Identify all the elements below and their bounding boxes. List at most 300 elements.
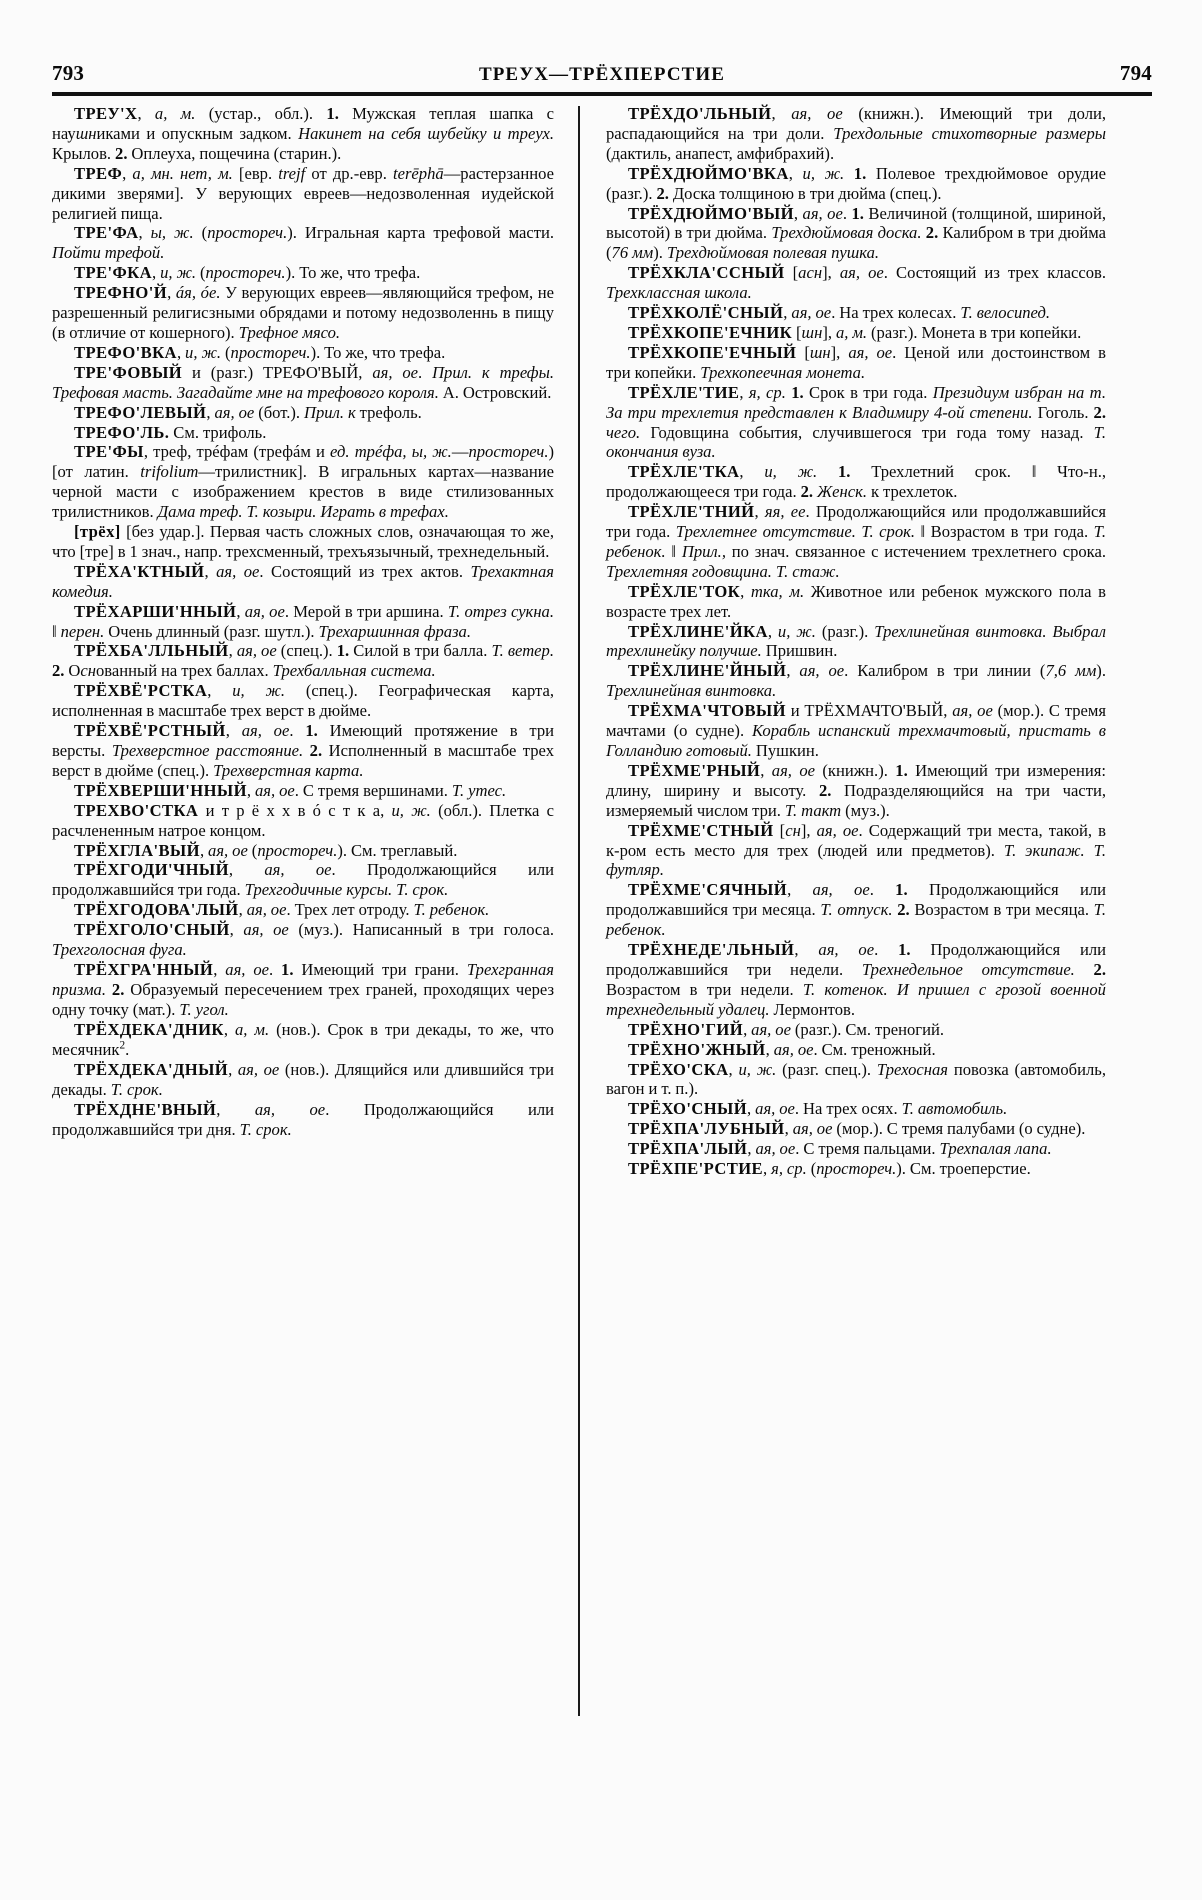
entry-example: Т. ребенок. <box>606 522 1106 561</box>
entry-example: простореч. <box>257 840 338 860</box>
entry-example: и, ж. <box>738 1059 777 1079</box>
entry-example: Президиум избран на т. <box>932 382 1106 402</box>
entry-headword: ТРЕ'ФЫ <box>74 442 144 462</box>
entry-example: Трехдюймовая доска. <box>771 223 922 243</box>
entry-example: Т. стаж. <box>775 561 840 581</box>
entry-example: ая, ое <box>237 1060 280 1080</box>
entry-example: яя, ее <box>764 502 806 522</box>
entry-example: и, ж. <box>764 462 818 482</box>
entry-definition: , ая, ое. Состоящий из трех актов. Трехактная комедия. <box>52 561 554 601</box>
entry-example: мясо. <box>302 322 341 342</box>
entry-example: Выбрал трехлинейку получше. <box>606 621 1106 661</box>
entry-example: чего. <box>606 422 641 442</box>
entry-example: ая, ое <box>755 1099 795 1119</box>
dictionary-entry <box>606 502 1106 582</box>
dictionary-entry <box>606 343 1106 383</box>
entry-headword: ТРЁХБА'ЛЛЬНЫЙ <box>74 641 229 661</box>
entry-headword: ТРЕФО'ЛЕВЫЙ <box>74 402 207 422</box>
entry-headword: ТРЁХГРА'ННЫЙ <box>74 959 214 979</box>
sense-number: 1. <box>887 760 916 780</box>
entry-headword: ТРЁХЛЕ'ТИЕ <box>628 382 740 402</box>
entry-definition: , ая, ое. Продолжающийся или продолжавшийся три дня. Т. срок. <box>52 1099 554 1139</box>
entry-example: ая, ое <box>792 1119 833 1139</box>
entry-example: За три трехлетия представлен к Владимиру 4-ой степени. <box>606 402 1033 422</box>
dictionary-entry <box>52 920 554 960</box>
entry-headword: ТРЁХМЕ'СЯЧНЫЙ <box>628 880 788 900</box>
entry-example: а, м. <box>835 322 868 342</box>
entry-example: Пойти трефой. <box>52 243 165 263</box>
entry-example: и, ж. <box>391 800 431 820</box>
entry-headword: ТРЁХЛЕ'ТНИЙ <box>628 502 755 522</box>
entry-example: Трехлетнее отсутствие. <box>675 522 856 542</box>
entry-definition: , и, ж. (разг.). Трехлинейная винтовка. Выбрал трехлинейку получше. Пришвин. <box>606 621 1106 661</box>
entry-headword: ТРЁХАРШИ'ННЫЙ <box>74 601 237 621</box>
entry-example: Т. ветер. <box>491 641 554 661</box>
dictionary-entry <box>52 960 554 1020</box>
entry-example: ая, ое <box>802 203 843 223</box>
dictionary-entry <box>52 423 554 443</box>
dictionary-entry <box>606 1159 1106 1179</box>
sense-number: 2. <box>892 900 915 920</box>
dictionary-entry <box>52 442 554 522</box>
entry-example: и, ж. <box>802 163 845 183</box>
dictionary-entry <box>606 1119 1106 1139</box>
entry-headword: ТРЁХЛИНЕ'ЙКА <box>628 621 768 641</box>
dictionary-entry <box>606 940 1106 1020</box>
entry-example: Трехверстная карта. <box>213 760 364 780</box>
entry-headword: ТРЕФ <box>74 163 123 183</box>
entry-example: ая, ое <box>812 880 870 900</box>
entry-example: Трехдольные стихотворные размеры <box>833 123 1106 143</box>
entry-example: ая, ое <box>255 780 295 800</box>
entry-headword: ТРЁХВЕРШИ'ННЫЙ <box>74 780 247 800</box>
sense-number: 2. <box>796 482 817 502</box>
entry-example: Играть в трефах. <box>320 502 449 522</box>
entry-example: Трехдюймовая полевая пушка. <box>666 243 880 263</box>
entry-example: Трехосная <box>876 1059 949 1079</box>
entry-headword: ТРЕФО'ВКА <box>74 342 177 362</box>
sense-number: 2. <box>106 979 131 999</box>
entry-example: ая, ое <box>244 601 285 621</box>
entry-definition: , я, ср. (простореч.). См. троеперстие. <box>763 1159 1031 1179</box>
entry-definition: , и, ж. 1. Трехлетний срок. ‖ Что-н., продолжающееся три года. 2. Женск. к трехлеток. <box>606 462 1107 502</box>
entry-example: и, ж. <box>777 621 816 641</box>
page-columns <box>52 104 1152 1844</box>
entry-example: шн <box>75 123 97 143</box>
dictionary-entry <box>52 681 554 721</box>
entry-definition: и т р ё х х в ó с т к а, и, ж. (обл.). Плетка с расчлененным натрое концом. <box>52 800 554 840</box>
dictionary-entry <box>52 363 554 403</box>
entry-definition: и ТРЁХМАЧТО'ВЫЙ, ая, ое (мор.). С тремя мачтами (о судне). Корабль испанский трехмачтовый, пристать в Голландию готовый. Пушкин. <box>606 701 1106 760</box>
folio-right: 794 <box>1119 61 1152 85</box>
entry-headword: ТРЁХДО'ЛЬНЫЙ <box>628 104 772 123</box>
entry-headword: ТРЕ'ФОВЫЙ <box>74 362 183 382</box>
entry-example: Трехверстное расстояние. <box>111 741 304 760</box>
entry-headword: ТРЁХЛЕ'ТКА <box>628 462 740 482</box>
entry-example: Т. ребенок. <box>606 900 1106 940</box>
sense-number: 1. <box>332 641 354 661</box>
entry-example: Т. утес. <box>451 780 507 800</box>
entry-definition: , ая, ое. Калибром в три линии (7,6 мм). Трехлинейная винтовка. <box>606 661 1106 701</box>
entry-example: Т. окончания вуза. <box>606 422 1106 462</box>
entry-example: сн <box>80 661 96 681</box>
dictionary-entry <box>52 841 554 861</box>
sense-number: 2. <box>652 183 673 203</box>
entry-example: Трехнедельное отсутствие. <box>861 959 1075 979</box>
entry-definition: , треф, трéфам (трефáм и ед. трéфа, ы, ж.—простореч.) [от латин. trifolium—трилистник]. В игральных картах—название черной масти с изображением крестов в виде стилизованных трилистников. Дама треф. Т. козыри. Играть в трефах. <box>52 442 555 522</box>
sense-number: 1. <box>878 940 931 960</box>
header-rule <box>52 92 1152 96</box>
entry-definition: , ая, ое. С тремя вершинами. Т. утес. <box>246 780 507 800</box>
dictionary-entry <box>606 761 1106 821</box>
entry-headword: ТРЁХГОЛО'СНЫЙ <box>74 920 230 940</box>
entry-example: Т. срок. <box>110 1079 163 1099</box>
entry-example: простореч. <box>205 263 286 283</box>
page-header <box>52 52 1152 86</box>
entry-example: trifolium <box>140 462 199 482</box>
entry-headword: ТРЁХГЛА'ВЫЙ <box>74 840 200 860</box>
running-head: ТРЕУХ—ТРЁХПЕРСТИЕ <box>478 64 726 85</box>
entry-example: Прил. к <box>304 402 356 422</box>
dictionary-entry <box>606 1139 1106 1159</box>
entry-example: Т. срок. <box>861 522 916 542</box>
entry-example: Т. угол. <box>179 999 229 1019</box>
entry-example: ая, ое <box>791 104 843 123</box>
entry-headword: ТРЁХНО'ГИЙ <box>628 1019 744 1039</box>
entry-example: ая, ое <box>771 760 815 780</box>
entry-definition: , ая, ое. Мерой в три аршина. Т. отрез сукна. ‖ перен. Очень длинный (разг. шутл.). Трехаршинная фраза. <box>52 601 555 641</box>
entry-definition: , и, ж. (спец.). Географическая карта, исполненная в масштабе трех верст в дюйме. <box>52 681 554 721</box>
entry-example: Загадайте мне на трефового короля. <box>176 382 439 402</box>
entry-example: ая, ое <box>254 1099 326 1119</box>
entry-definition: , ая, ое. С тремя пальцами. Трехпалая лапа. <box>747 1139 1052 1159</box>
entry-headword: ТРЁХМЕ'РНЫЙ <box>628 760 761 780</box>
entry-definition: , а, м. (нов.). Срок в три декады, то же, что месячник$^2$. <box>52 1019 554 1060</box>
entry-definition: , ая, ое. На трех осях. Т. автомобиль. <box>747 1099 1008 1119</box>
entry-definition: , áя, óе. У верующих евреев—являющийся трефом, не разрешенный религисзными обрядами и потому недозволеннь в пищу (в отличие от кошерного). Трефное мясо. <box>52 283 554 342</box>
entry-definition: , ая, ое. Трех лет отроду. Т. ребенок. <box>238 900 490 920</box>
entry-example: ая, ое <box>791 303 832 323</box>
entry-example: terēphā <box>393 163 444 183</box>
entry-example: ая, ое <box>225 959 270 979</box>
entry-headword: ТРЁХКЛА'ССНЫЙ <box>628 263 785 283</box>
entry-example: шн <box>809 342 831 362</box>
entry-example: Трехгодичные курсы. <box>244 880 393 900</box>
sense-number: 1. <box>817 462 872 482</box>
dictionary-entry <box>606 821 1106 881</box>
dictionary-entry <box>606 880 1106 940</box>
dictionary-entry <box>606 582 1106 622</box>
entry-headword: ТРЕ'ФКА <box>74 263 152 283</box>
entry-headword: ТРЁХГОДОВА'ЛЫЙ <box>74 900 239 920</box>
dictionary-entry <box>606 263 1106 303</box>
entry-example: ая, ое <box>952 701 993 721</box>
entry-example: и, ж. <box>160 263 197 283</box>
entry-example: ая, ое <box>264 860 332 880</box>
entry-example: trejf <box>278 163 306 183</box>
dictionary-entry <box>52 900 554 920</box>
dictionary-entry <box>52 1020 554 1060</box>
entry-definition: , ая, ое (бот.). Прил. к трефоль. <box>206 402 422 422</box>
entry-headword: ТРЁХА'КТНЫЙ <box>74 561 205 581</box>
entry-definition: и (разг.) ТРЕФО'ВЫЙ, ая, ое. Прил. к трефы. Трефовая масть. Загадайте мне на трефового короля. А. Островский. <box>52 362 554 402</box>
dictionary-entry <box>52 602 554 642</box>
sense-number: 2. <box>111 143 132 163</box>
entry-headword: ТРЕХВО'СТКА <box>74 800 199 820</box>
entry-example: тка, м. <box>750 581 805 601</box>
entry-headword: ТРЁХДНЕ'ВНЫЙ <box>74 1099 217 1119</box>
column-right <box>580 104 1106 1844</box>
entry-example: я, ср. <box>771 1159 807 1179</box>
entry-example: И пришел с грозой военной трехнедельный удалец. <box>606 979 1106 1019</box>
entry-example: Накинет на себя шубейку и треух. <box>298 123 554 143</box>
sense-number: 2. <box>303 741 329 760</box>
entry-example: Трехлинейная винтовка. <box>874 621 1047 641</box>
entry-definition: , ая, ое. 1. Имеющий протяжение в три версты. Трехверстное расстояние. 2. Исполненный в масштабе трех верст в дюйме (спец.). Трехверстная карта. <box>52 721 555 780</box>
entry-headword: ТРЁХПА'ЛУБНЫЙ <box>628 1119 785 1139</box>
sense-number: 2. <box>1088 402 1106 422</box>
entry-definition: , ая, ое (нов.). Длящийся или длившийся три декады. Т. срок. <box>52 1060 554 1099</box>
entry-example: Трехбалльная система. <box>272 661 436 681</box>
dictionary-entry <box>606 1020 1106 1040</box>
entry-headword: ТРЁХО'СКА <box>628 1059 729 1079</box>
entry-definition: , ая, ое. 1. Величиной (толщиной, шириной, высотой) в три дюйма. Трехдюймовая доска. 2. Калибром в три дюйма (76 мм). Трехдюймовая полевая пушка. <box>606 203 1107 263</box>
entry-headword: ТРЁХПЕ'РСТИЕ <box>628 1159 764 1179</box>
dictionary-entry <box>52 562 554 602</box>
entry-example: 7,6 мм <box>1045 661 1097 681</box>
entry-example: а, м. <box>154 104 196 123</box>
dictionary-entry <box>52 164 554 224</box>
entry-definition: См. трифоль. <box>169 422 267 442</box>
entry-definition: [без удар.]. Первая часть сложных слов, означающая то же, что [тре] в 1 знач., напр. трехсменный, трехъязычный, трехнедельный. <box>52 522 554 561</box>
dictionary-entry <box>606 383 1106 463</box>
entry-headword: ТРЁХЛЕ'ТОК <box>628 581 741 601</box>
entry-definition: [сн], ая, ое. Содержащий три места, такой, в к-ром есть место для трех (людей или предметов). Т. экипаж. Т. футляр. <box>606 820 1106 880</box>
entry-example: шн <box>801 322 823 342</box>
dictionary-entry <box>606 701 1106 761</box>
entry-example: Трехклассная школа. <box>606 283 752 303</box>
dictionary-entry <box>52 283 554 343</box>
dictionary-entry <box>52 781 554 801</box>
entry-example: ая, ое <box>751 1019 791 1039</box>
entry-headword: ТРЕУ'Х <box>74 104 138 123</box>
entry-headword: ТРЁХКОЛЁ'СНЫЙ <box>628 303 784 323</box>
entry-headword: ТРЕФНО'Й <box>74 283 168 303</box>
homonym-superscript: 2 <box>119 1039 126 1052</box>
entry-example: Трехкопеечная монета. <box>700 362 866 382</box>
entry-example: ая, ое <box>799 661 845 681</box>
column-left <box>52 104 578 1844</box>
entry-example: 76 мм <box>611 243 654 263</box>
entry-example: Трехлинейная винтовка. <box>606 681 777 701</box>
entry-example: Трефное <box>238 322 299 342</box>
sense-number: 1. <box>293 721 330 741</box>
entry-example: Трехголосная фуга. <box>52 940 187 960</box>
dictionary-entry <box>52 223 554 263</box>
sense-number: 2. <box>921 223 943 243</box>
entry-definition: [шн], ая, ое. Ценой или достоинством в три копейки. Трехкопеечная монета. <box>606 342 1106 382</box>
entry-definition: , ая, ое (книжн.). 1. Имеющий три измерения: длину, ширину и высоту. 2. Подразделяющийся на три части, измеряемый числом три. Т. такт (муз.). <box>606 760 1106 820</box>
entry-example: простореч. <box>468 442 549 462</box>
entry-headword: [трёх] <box>74 522 121 542</box>
dictionary-entry <box>606 1040 1106 1060</box>
entry-example: Прил., <box>681 541 726 561</box>
entry-headword: ТРЁХЛИНЕ'ЙНЫЙ <box>628 661 787 681</box>
entry-example: ед. трéфа, ы, ж. <box>330 442 452 462</box>
entry-definition: , ая, ое (муз.). Написанный в три голоса. Трехголосная фуга. <box>52 920 554 960</box>
entry-definition: , и, ж. (простореч.). То же, что трефа. <box>151 263 421 283</box>
sense-number: 1. <box>273 959 302 979</box>
entry-example: Трефовая масть. <box>52 382 173 402</box>
entry-definition: [асн], ая, ое. Состоящий из трех классов. Трехклассная школа. <box>606 263 1106 303</box>
dictionary-entry <box>606 303 1106 323</box>
entry-definition: , ая, ое (мор.). С тремя палубами (о судне). <box>784 1119 1086 1139</box>
entry-example: Трехаршинная фраза. <box>318 621 471 641</box>
entry-example: асн <box>798 263 823 283</box>
dictionary-entry <box>606 204 1106 264</box>
folio-left: 793 <box>52 61 85 85</box>
dictionary-entry <box>606 1099 1106 1119</box>
dictionary-entry <box>52 641 554 681</box>
entry-example: ая, ое <box>818 940 875 960</box>
entry-example: ы, ж. <box>150 223 194 243</box>
entry-headword: ТРЁХВЁ'РСТКА <box>74 681 208 701</box>
entry-example: ая, ое <box>236 641 277 661</box>
entry-example: перен. <box>60 621 105 641</box>
entry-example: Дама треф. <box>157 502 243 522</box>
dictionary-entry <box>606 323 1106 343</box>
entry-example: Т. велосипед. <box>960 303 1051 323</box>
entry-example: ая, ое <box>816 820 859 840</box>
entry-example: Трехлетняя годовщина. <box>606 561 772 581</box>
entry-definition: , я, ср. 1. Срок в три года. Президиум избран на т. За три трехлетия представлен к Владимиру 4-ой степени. Гоголь. 2. чего. Годовщина события, случившегося три года тому назад. Т. окончания вуза. <box>606 382 1106 462</box>
dictionary-entry <box>52 801 554 841</box>
dictionary-entry <box>606 104 1106 164</box>
entry-example: Т. срок. <box>396 880 449 900</box>
dictionary-entry <box>52 343 554 363</box>
sense-number: 1. <box>844 163 876 183</box>
entry-example: простореч. <box>207 223 288 243</box>
dictionary-entry <box>606 164 1106 204</box>
entry-definition: , ая, ое. 1. Продолжающийся или продолжавшийся три недели. Трехнедельное отсутствие. 2. Возрастом в три недели. Т. котенок. И пришел с грозой военной трехнедельный удалец. Лермонтов. <box>606 940 1106 1019</box>
entry-example: сн <box>785 820 801 840</box>
dictionary-entry <box>52 263 554 283</box>
entry-headword: ТРЁХМА'ЧТОВЫЙ <box>628 701 786 721</box>
entry-example: и, ж. <box>232 681 286 701</box>
sense-number: 2. <box>52 661 69 681</box>
entry-example: а, мн. нет, м. <box>132 163 233 183</box>
sense-number: 2. <box>1074 959 1106 979</box>
entry-headword: ТРЁХДЮЙМО'ВКА <box>628 163 789 183</box>
entry-definition: , и, ж. 1. Полевое трехдюймовое орудие (разг.). 2. Доска толщиною в три дюйма (спец.). <box>606 163 1107 203</box>
entry-example: Т. футляр. <box>606 840 1106 880</box>
entry-example: Трехпалая лапа. <box>939 1139 1052 1159</box>
entry-example: Т. такт <box>784 800 842 820</box>
entry-example: Трехгранная призма. <box>52 959 555 999</box>
entry-definition: , ая, ое. На трех колесах. Т. велосипед. <box>783 303 1051 323</box>
entry-definition: , ая, ое. 1. Имеющий три грани. Трехгранная призма. 2. Образуемый пересечением трех граней, проходящих через одну точку (мат.). Т. угол. <box>52 959 555 1019</box>
entry-example: Женск. <box>816 482 868 502</box>
entry-definition: , ая, ое (спец.). 1. Силой в три балла. Т. ветер. 2. Основанный на трех баллах. Трехбалльная система. <box>52 641 554 681</box>
dictionary-entry <box>606 622 1106 662</box>
entry-definition: , ы, ж. (простореч.). Игральная карта трефовой масти. Пойти трефой. <box>52 223 555 263</box>
dictionary-entry <box>52 721 554 781</box>
entry-headword: ТРЁХГОДИ'ЧНЫЙ <box>74 860 229 880</box>
entry-headword: ТРЁХМЕ'СТНЫЙ <box>628 820 774 840</box>
entry-headword: ТРЁХДЕКА'ДНЫЙ <box>74 1060 229 1080</box>
entry-example: Трехактная комедия. <box>52 561 554 601</box>
entry-definition: , и, ж. (простореч.). То же, что трефа. <box>176 342 446 362</box>
entry-example: ая, ое <box>243 920 289 940</box>
entry-example: Т. козыри. <box>246 502 317 522</box>
entry-example: Прил. к трефы. <box>432 362 554 382</box>
sense-number: 1. <box>785 382 809 402</box>
dictionary-entry <box>606 661 1106 701</box>
entry-example: ая, ое <box>214 402 255 422</box>
entry-example: Корабль испанский трехмачтовый, пристать в Голландию готовый. <box>606 721 1106 760</box>
entry-headword: ТРЁХПА'ЛЫЙ <box>628 1139 748 1159</box>
entry-headword: ТРЁХО'СНЫЙ <box>628 1099 748 1119</box>
entry-example: Т. ребенок. <box>413 900 490 920</box>
dictionary-entry <box>52 522 554 562</box>
dictionary-entry <box>606 462 1106 502</box>
sense-number: 1. <box>313 104 353 123</box>
entry-example: ая, ое <box>241 721 290 741</box>
entry-example: ая, ое <box>372 362 419 382</box>
entry-definition: , ая, ое (простореч.). См. треглавый. <box>199 840 458 860</box>
entry-definition: , ая, ое. 1. Продолжающийся или продолжавшийся три месяца. Т. отпуск. 2. Возрастом в три месяца. Т. ребенок. <box>606 880 1106 940</box>
entry-headword: ТРЁХДЕКА'ДНИК <box>74 1019 224 1039</box>
entry-definition: , тка, м. Животное или ребенок мужского пола в возрасте трех лет. <box>606 581 1106 621</box>
entry-definition: , ая, ое (разг.). См. треногий. <box>743 1019 945 1039</box>
entry-headword: ТРЕФО'ЛЬ. <box>74 422 170 442</box>
entry-headword: ТРЁХКОПЕ'ЕЧНИК <box>628 322 793 342</box>
entry-example: простореч. <box>230 342 311 362</box>
entry-definition: [шн], а, м. (разг.). Монета в три копейки. <box>792 322 1082 342</box>
entry-example: ая, ое <box>755 1139 796 1159</box>
dictionary-entry <box>52 1100 554 1140</box>
entry-example: Т. автомобиль. <box>901 1099 1008 1119</box>
entry-example: Т. срок. <box>239 1119 292 1139</box>
entry-example: и, ж. <box>185 342 222 362</box>
entry-example: ая, ое <box>773 1039 814 1059</box>
sense-number: 1. <box>873 880 929 900</box>
entry-definition: , ая, ое. См. треножный. <box>765 1039 936 1059</box>
entry-headword: ТРЁХДЮЙМО'ВЫЙ <box>628 203 794 223</box>
sense-number: 2. <box>806 780 845 800</box>
entry-definition: , ая, ое. Продолжающийся или продолжавшийся три года. Трехгодичные курсы. Т. срок. <box>52 860 554 900</box>
entry-example: Т. котенок. <box>802 979 888 999</box>
entry-definition: , и, ж. (разг. спец.). Трехосная повозка (автомобиль, вагон и т. п.). <box>606 1059 1106 1099</box>
entry-headword: ТРЕ'ФА <box>74 223 139 243</box>
sense-number: 1. <box>847 203 869 223</box>
entry-example: я, ср. <box>748 382 786 402</box>
entry-example: áя, óе. <box>175 283 221 303</box>
entry-headword: ТРЁХНО'ЖНЫЙ <box>628 1039 766 1059</box>
dictionary-entry <box>52 104 554 164</box>
entry-example: Т. отрез сукна. <box>447 601 555 621</box>
entry-definition: , а, м. (устар., обл.). 1. Мужская теплая шапка с наушниками и опускным задком. Накинет на себя шубейку и треух. Крылов. 2. Оплеуха, пощечина (старин.). <box>52 104 554 163</box>
entry-definition: , а, мн. нет, м. [евр. trejf от др.-евр. terēphā—растерзанное дикими зверями]. У верующих евреев—недозволенная иудейской религией пища. <box>52 163 554 223</box>
entry-example: простореч. <box>816 1159 897 1179</box>
entry-definition: , яя, ее. Продолжающийся или продолжавшийся три года. Трехлетнее отсутствие. Т. срок. ‖ Возрастом в три года. Т. ребенок. ‖ Прил., по знач. связанное с истечением трехлетнего срока. Трехлетняя годовщина. Т. стаж. <box>606 502 1106 581</box>
entry-example: Т. отпуск. <box>820 900 893 920</box>
entry-example: Т. экипаж. <box>1003 840 1085 860</box>
entry-headword: ТРЁХНЕДЕ'ЛЬНЫЙ <box>628 940 795 960</box>
entry-headword: ТРЁХВЁ'РСТНЫЙ <box>74 721 226 741</box>
dictionary-entry <box>606 1060 1106 1100</box>
dictionary-entry <box>52 860 554 900</box>
